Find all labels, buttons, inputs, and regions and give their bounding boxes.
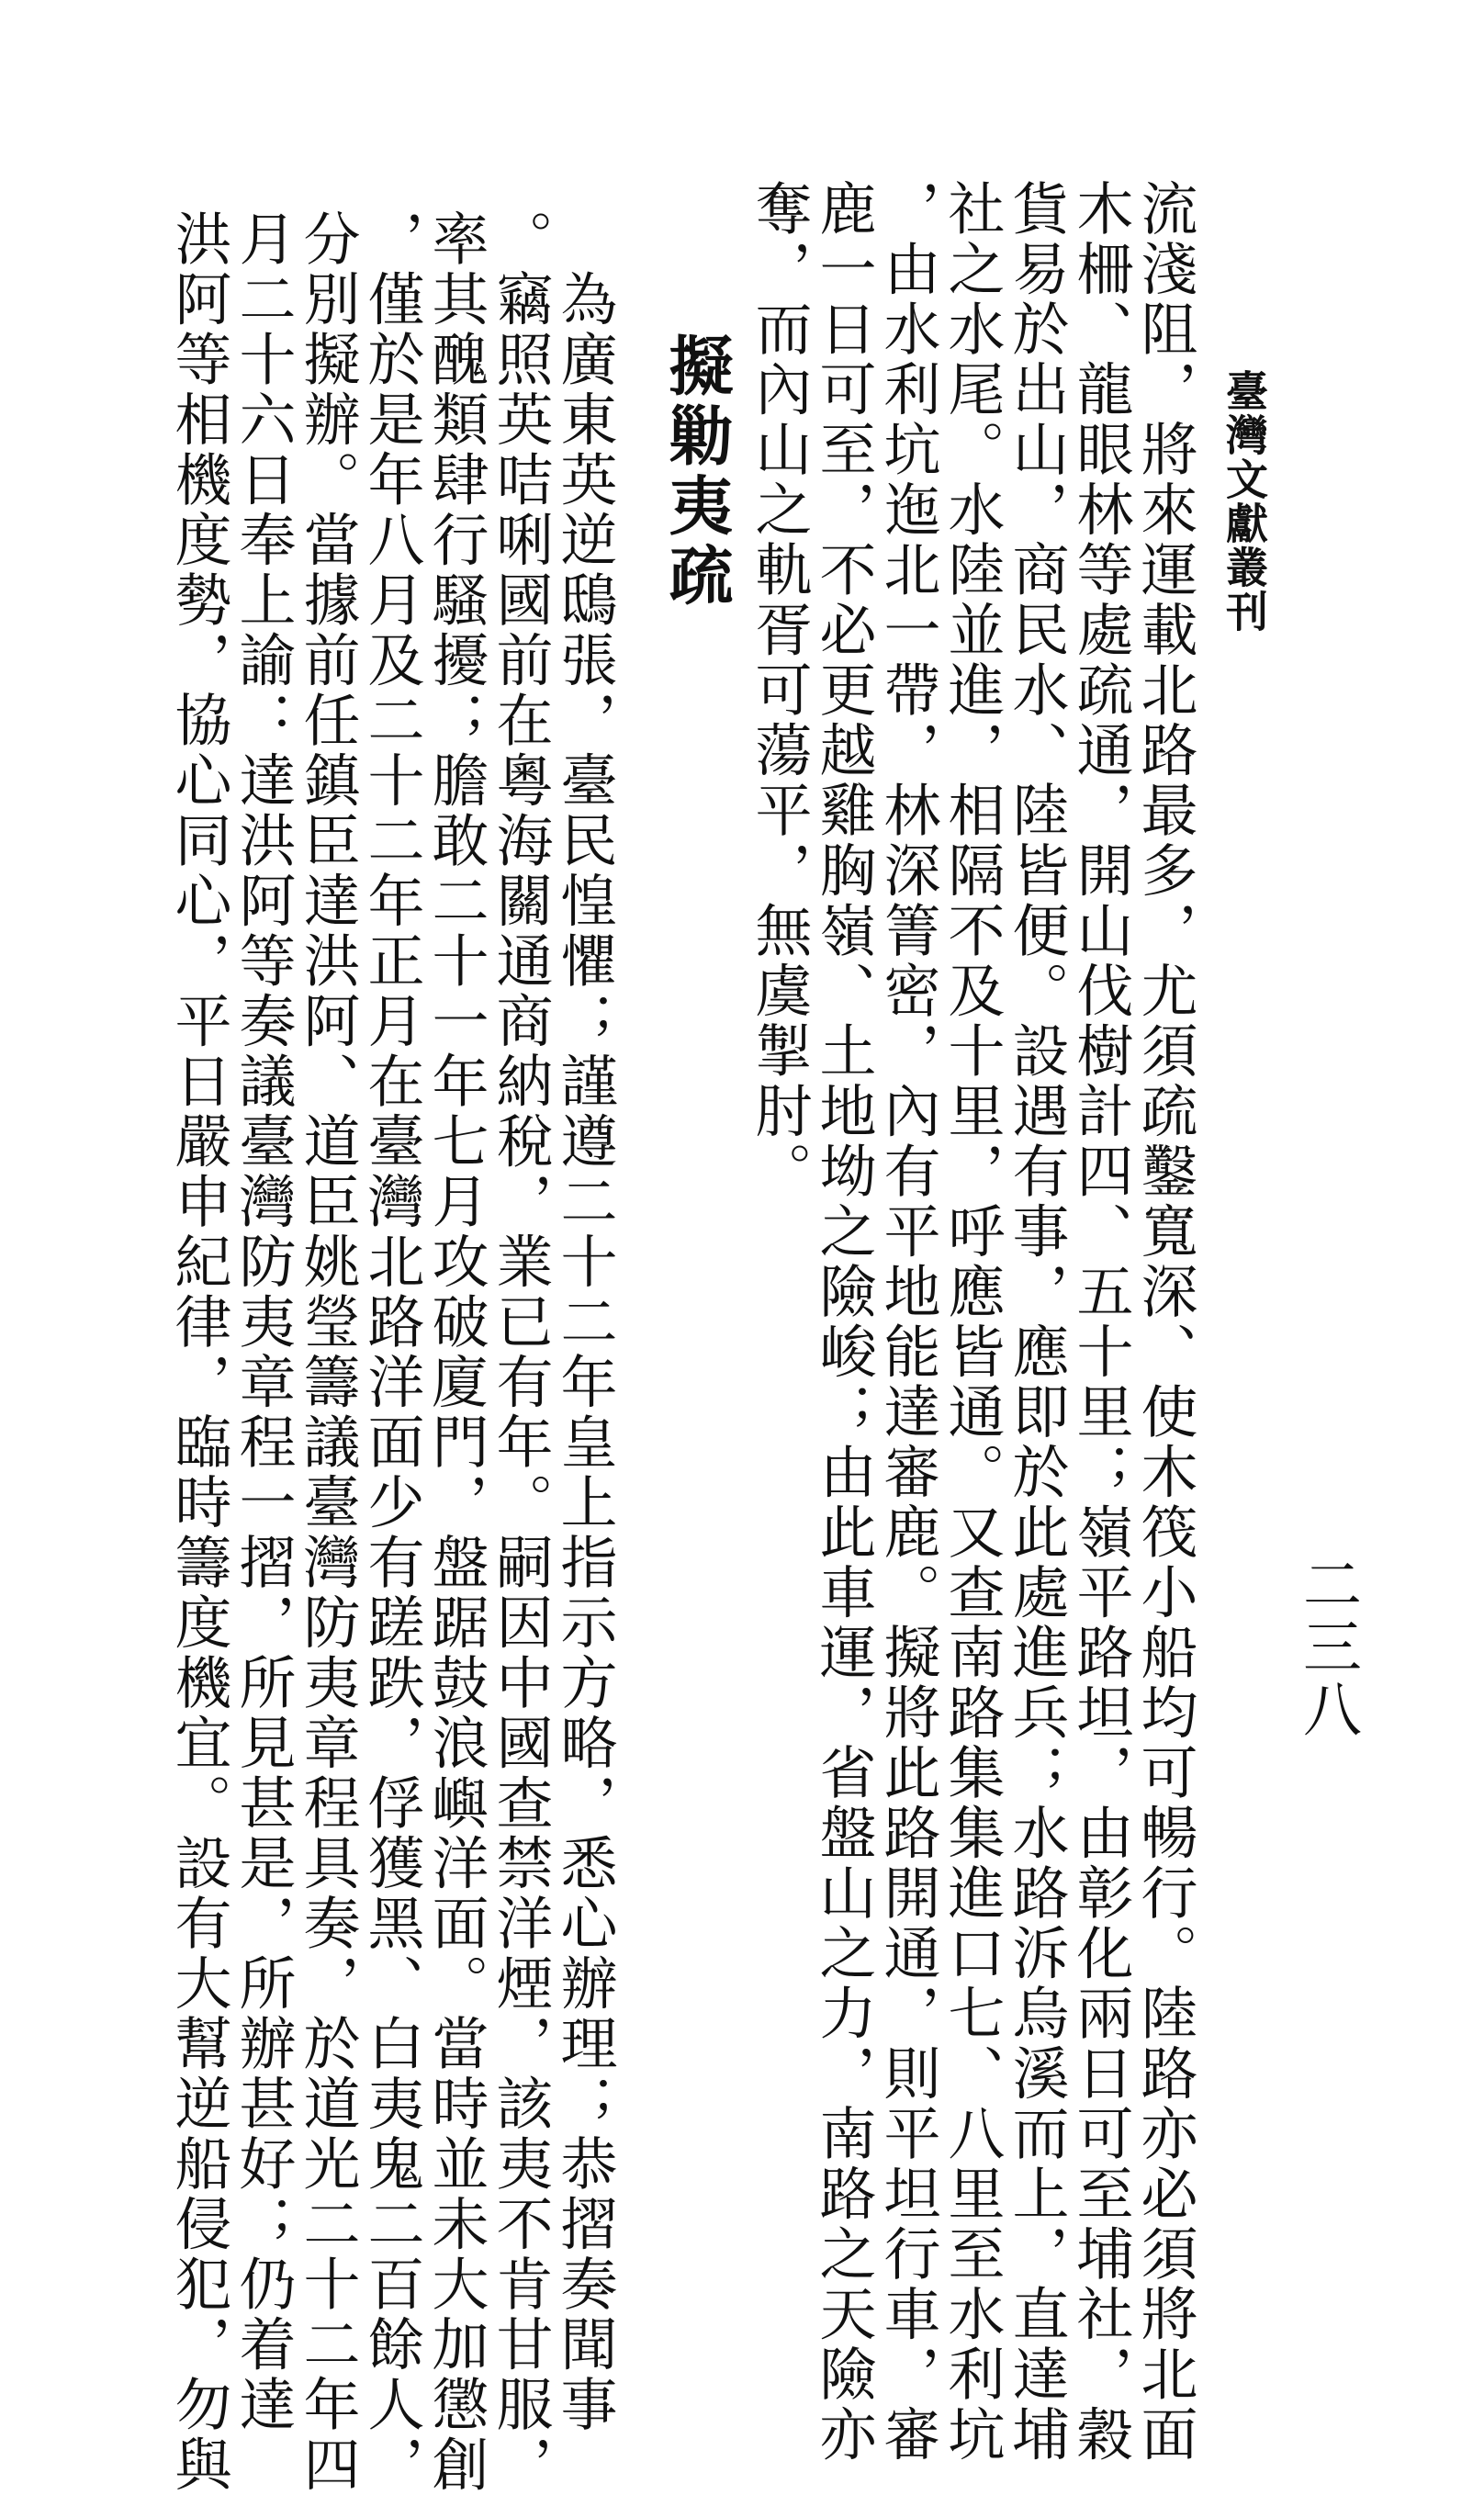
text-column: 月二十六日奉上諭：達洪阿等奏議臺灣防夷章程一摺，所見甚是，所辦甚好；仍着達 <box>230 209 297 2435</box>
text-column: 。竊照英咭唎國前在粵海關通商納稅，業已有年。嗣因中國查禁洋煙，該夷不肯甘服， <box>487 209 554 2495</box>
text-column: 鹿一日可至，不必更越雞胸嶺、土地坳之險峻；由此車運，省盤山之力，南路之天險亦 <box>810 179 877 2465</box>
running-head: 臺灣文獻叢刊 <box>1220 369 1269 634</box>
text-column: 為廣東英逆鴟張，臺民惶懼；謹遵二十二年皇上指示方略，悉心辦理；恭摺奏聞事 <box>551 209 618 2435</box>
text-column: 木柵、龍眼林等處疏通，開山伐樹計四、五十里；嶺平路坦，由彰化兩日可至埔社，穀 <box>1067 179 1134 2465</box>
text-column: 貨易於出山，商民水、陸皆便。設遇有事，應即於此處進兵；水路泝烏溪而上，直達埔 <box>1003 179 1070 2465</box>
section-title: 擬勦夷疏 <box>658 332 735 612</box>
page-number: 二三八 <box>1293 1554 1361 1741</box>
text-column: 率其醜類肆行騷擾；膽敢二十一年七月攻破廈門，盤踞鼓浪嶼洋面。當時並未大加懲創 <box>422 209 489 2495</box>
text-column: 流淺阻，將來運載北路最多，尤須疏鑿寬深、使木筏小船均可暢行。陸路亦必須將北面 <box>1131 179 1198 2465</box>
text-column: 奪，而內山之軌胥可蕩平，無虞掣肘。 <box>746 179 813 1202</box>
text-column: 洪阿等相機度勢，協心同心，平日嚴申紀律，臨時籌度機宜。設有大幫逆船侵犯，勿與 <box>165 209 232 2495</box>
text-column: ，由水利坑迤北一帶，林深箐密，內有平地能達審鹿。擬將此路開通，則平坦行車，審 <box>874 179 941 2465</box>
text-column: 分別擬辦。當據前任鎮臣達洪阿、道臣姚瑩籌議臺灣防夷章程具奏，於道光二十二年四 <box>294 209 361 2495</box>
text-column: 社之水尾。水陸並進，相隔不及十里，呼應皆通。又查南路集集進口七、八里至水利坑 <box>939 179 1006 2465</box>
text-column: ，僅於是年八月及二十二年正月在臺灣北路洋面少有蹉跌，俘獲黑、白夷鬼二百餘人， <box>358 209 425 2495</box>
